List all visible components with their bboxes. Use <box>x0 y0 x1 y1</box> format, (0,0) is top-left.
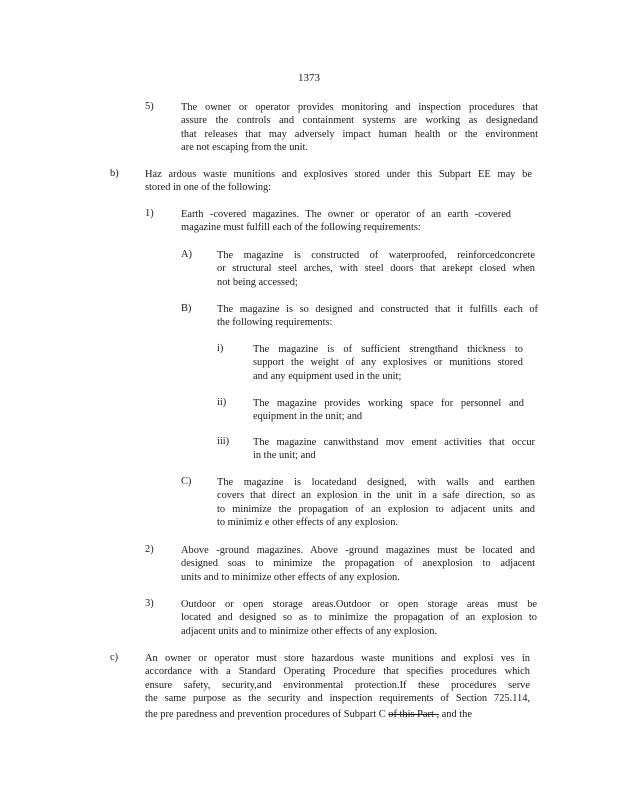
text-line: The magazine is of sufficient strengthand thickness to <box>253 344 523 355</box>
text-line: The magazine provides working space for personnel and <box>253 398 524 409</box>
text-line: the following requirements: <box>217 317 333 329</box>
text-line: The magazine is locatedand designed, with walls and earthen <box>217 477 535 488</box>
page-number: 1373 <box>298 72 320 84</box>
item-text <box>253 436 535 463</box>
text-line: located and designed so as to minimize the propagation of an explosion to <box>181 612 537 624</box>
text-line: The magazine canwithstand mov ement activities that occur <box>253 437 535 448</box>
text-line: The magazine is so designed and constructed that it fulfills each of <box>217 304 538 315</box>
item-label: C) <box>181 476 192 487</box>
text-line: An owner or operator must store hazardous waste munitions and explosi ves in <box>145 653 530 664</box>
text-line: adjacent units and to minimize other effects of any explosion. <box>181 625 438 637</box>
item-label: 2) <box>145 544 154 555</box>
item-text <box>145 168 532 195</box>
text-line: ensure safety, security,and environmental protection.If these procedures serve <box>145 679 530 691</box>
item-text <box>145 652 530 706</box>
item-label: A) <box>181 249 192 260</box>
last-line-text-after: and the <box>439 709 472 720</box>
text-line: not being accessed; <box>217 276 298 288</box>
item-text <box>181 101 538 155</box>
text-line: stored in one of the following: <box>145 182 272 194</box>
text-line: units and to minimize other effects of any explosion. <box>181 571 400 583</box>
item-text <box>181 598 537 638</box>
text-line: Haz ardous waste munitions and explosives stored under this Subpart EE may be <box>145 169 532 180</box>
text-line: in the unit; and <box>253 450 316 462</box>
item-label: ii) <box>217 397 227 408</box>
item-text <box>217 476 535 530</box>
text-line: Outdoor or open storage areas.Outdoor or open storage areas must be <box>181 599 537 610</box>
item-text <box>253 397 524 424</box>
item-text <box>253 343 523 383</box>
item-text <box>217 249 535 289</box>
item-label: i) <box>217 343 224 354</box>
text-line: magazine must fulfill each of the following requirements: <box>181 222 421 234</box>
text-line: support the weight of any explosives or munitions stored <box>253 357 523 369</box>
text-line: designed soas to minimize the propagation of anexplosion to adjacent <box>181 558 535 570</box>
item-label: 5) <box>145 101 154 112</box>
item-label: iii) <box>217 436 230 447</box>
item-label: 1) <box>145 208 154 219</box>
text-line: accordance with a Standard Operating Procedure that specifies procedures which <box>145 666 530 678</box>
text-line: to minimiz e other effects of any explosion. <box>217 517 399 529</box>
text-line: and any equipment used in the unit; <box>253 370 402 382</box>
last-line-text-before: the pre paredness and prevention procedures of Subpart C <box>145 709 386 720</box>
item-label: b) <box>110 168 119 179</box>
item-text <box>217 303 538 330</box>
text-line: assure the controls and containment systems are working as designedand <box>181 115 538 127</box>
item-label: 3) <box>145 598 154 609</box>
item-text <box>181 544 535 584</box>
item-label: c) <box>110 652 119 663</box>
last-paragraph-line <box>145 708 516 721</box>
item-text <box>181 208 511 235</box>
text-line: to minimize the propagation of an explosion to adjacent units and <box>217 503 535 515</box>
text-line: the same purpose as the security and inspection requirements of Section 725.114, <box>145 693 530 705</box>
text-line: that releases that may adversely impact human health or the environment <box>181 128 538 140</box>
struck-text: of this Part , <box>388 709 440 720</box>
text-line: equipment in the unit; and <box>253 411 363 423</box>
text-line: The owner or operator provides monitoring and inspection procedures that <box>181 102 538 113</box>
text-line: Earth -covered magazines. The owner or operator of an earth -covered <box>181 209 511 220</box>
text-line: are not escaping from the unit. <box>181 142 308 154</box>
item-label: B) <box>181 303 192 314</box>
text-line: covers that direct an explosion in the unit in a safe direction, so as <box>217 490 535 502</box>
text-line: or structural steel arches, with steel doors that arekept closed when <box>217 263 535 275</box>
text-line: Above -ground magazines. Above -ground magazines must be located and <box>181 545 535 556</box>
text-line: The magazine is constructed of waterproofed, reinforcedconcrete <box>217 250 535 261</box>
